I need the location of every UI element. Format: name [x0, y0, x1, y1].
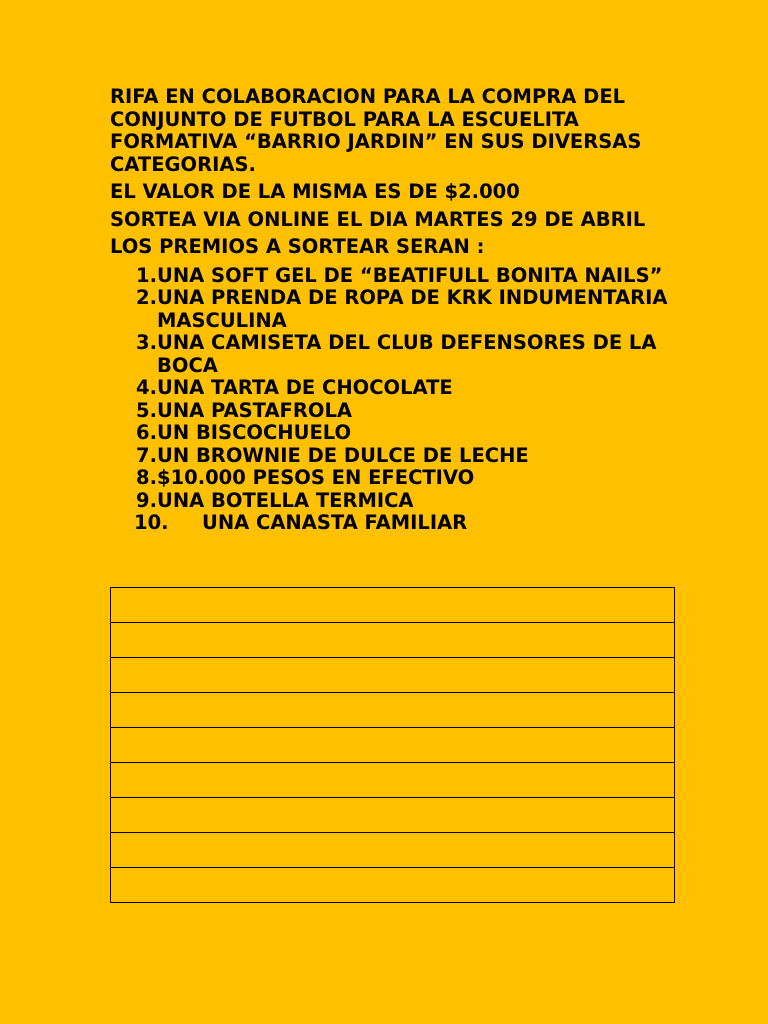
prizes-heading: LOS PREMIOS A SORTEAR SERAN :: [110, 235, 485, 258]
table-row: [111, 693, 675, 728]
prize-number: 8.: [136, 466, 157, 489]
prize-text: $10.000 PESOS EN EFECTIVO: [157, 466, 475, 489]
table-cell: [111, 798, 675, 833]
raffle-content: [110, 86, 670, 535]
prize-number: 7.: [136, 443, 157, 467]
table-cell: [111, 868, 675, 903]
prize-item: [110, 490, 670, 513]
prize-item: [110, 332, 670, 377]
prize-number: 9.: [136, 488, 157, 512]
table-cell: [111, 728, 675, 763]
prize-number: 5.: [136, 398, 157, 422]
prize-number: 3.: [136, 331, 157, 354]
table-row: [111, 833, 675, 868]
table-row: [111, 728, 675, 763]
table-row: [111, 763, 675, 798]
table-row: [111, 658, 675, 693]
prize-item: [110, 400, 670, 423]
prize-number: 4.: [136, 376, 157, 399]
prize-list: [110, 265, 670, 535]
prize-number: 10.: [134, 511, 169, 534]
prize-item: [110, 445, 670, 468]
prize-text: UNA CAMISETA DEL CLUB DEFENSORES DE LA BOCA: [157, 331, 657, 377]
prize-text: UNA TARTA DE CHOCOLATE: [157, 376, 453, 399]
prize-number: 2.: [136, 286, 157, 309]
prize-text: UN BROWNIE DE DULCE DE LECHE: [157, 443, 529, 467]
prize-text: UNA BOTELLA TERMICA: [157, 488, 414, 512]
prize-item: [110, 377, 670, 400]
prize-number: 1.: [136, 263, 157, 287]
prize-text: UN BISCOCHUELO: [157, 421, 352, 444]
prize-text: UNA PASTAFROLA: [157, 398, 352, 422]
prize-item: [110, 512, 670, 535]
prize-item: [110, 467, 670, 490]
prize-item: [110, 422, 670, 445]
table-cell: [111, 693, 675, 728]
table-row: [111, 623, 675, 658]
table-cell: [111, 658, 675, 693]
draw-date: SORTEA VIA ONLINE EL DIA MARTES 29 DE ABRIL: [110, 207, 646, 231]
prize-number: 6.: [136, 421, 157, 444]
table-row: [111, 868, 675, 903]
ticket-price: EL VALOR DE LA MISMA ES DE $2.000: [110, 180, 520, 203]
table-cell: [111, 588, 675, 623]
prize-item: [110, 265, 670, 288]
prize-text: UNA CANASTA FAMILIAR: [202, 511, 468, 534]
table-cell: [111, 623, 675, 658]
prize-text: UNA PRENDA DE ROPA DE KRK INDUMENTARIA MASCULINA: [157, 286, 668, 332]
table-row: [111, 798, 675, 833]
prize-item: [110, 287, 670, 332]
prize-text: UNA SOFT GEL DE “BEATIFULL BONITA NAILS”: [157, 263, 663, 287]
table-cell: [111, 833, 675, 868]
table-row: [111, 588, 675, 623]
ticket-table: [110, 587, 675, 903]
table-cell: [111, 763, 675, 798]
raffle-title: RIFA EN COLABORACION PARA LA COMPRA DEL CONJUNTO DE FUTBOL PARA LA ESCUELITA FORMATIVA “BARRIO JARDIN” EN SUS DIVERSAS CATEGORIAS.: [110, 85, 642, 176]
